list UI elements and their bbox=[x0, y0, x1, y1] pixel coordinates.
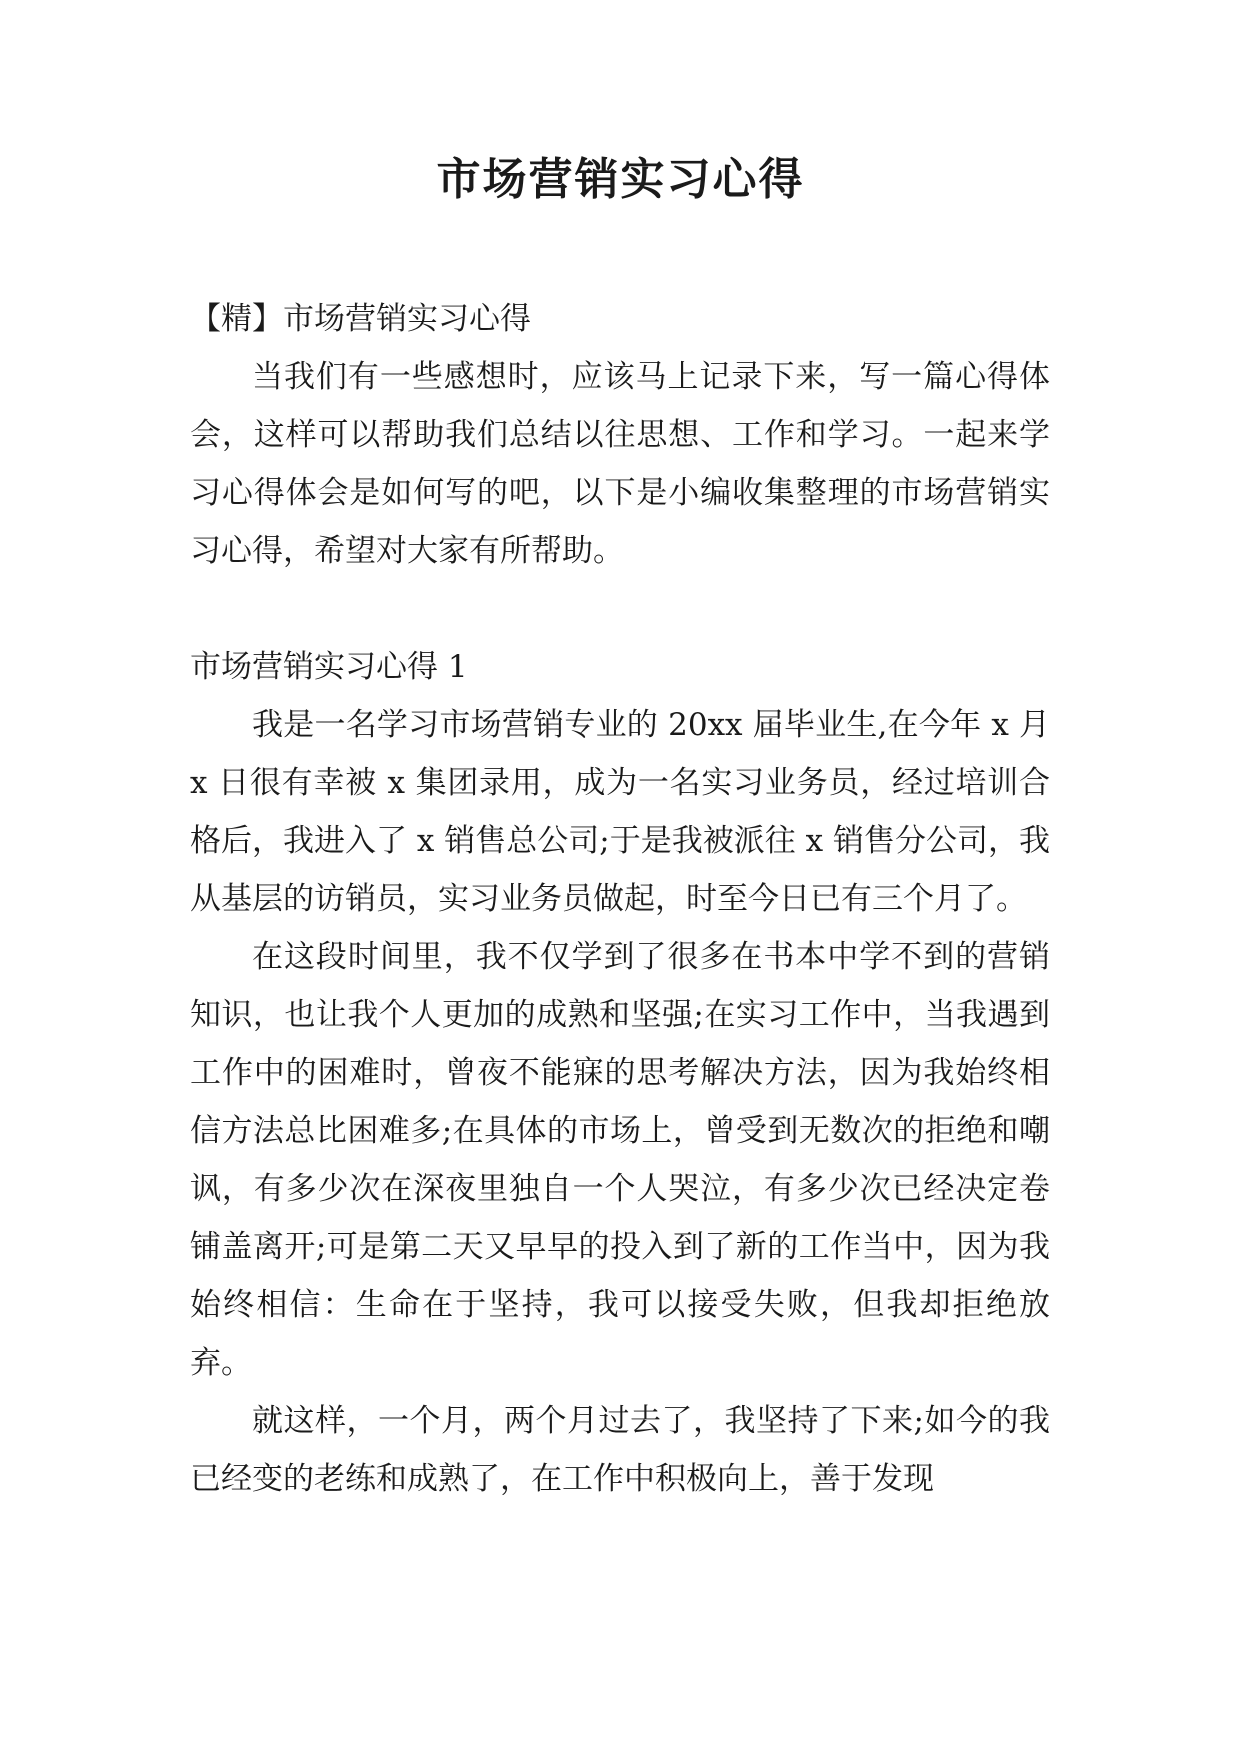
intro-paragraph: 当我们有一些感想时，应该马上记录下来，写一篇心得体会，这样可以帮助我们总结以往思想、工作和学习。一起来学习心得体会是如何写的吧，以下是小编收集整理的市场营销实习心得，希望对大家有所帮助。 bbox=[190, 359, 1050, 569]
section-spacer bbox=[190, 580, 1050, 638]
document-body bbox=[190, 290, 1050, 1508]
section-heading: 市场营销实习心得 1 bbox=[190, 649, 468, 685]
body-paragraph-2: 在这段时间里，我不仅学到了很多在书本中学不到的营销知识，也让我个人更加的成熟和坚强;在实习工作中，当我遇到工作中的困难时，曾夜不能寐的思考解决方法，因为我始终相信方法总比困难多;在具体的市场上，曾受到无数次的拒绝和嘲讽，有多少次在深夜里独自一个人哭泣，有多少次已经决定卷铺盖离开;可是第二天又早早的投入到了新的工作当中，因为我始终相信：生命在于坚持，我可以接受失败，但我却拒绝放弃。 bbox=[190, 939, 1050, 1381]
body-paragraph-3: 就这样，一个月，两个月过去了，我坚持了下来;如今的我已经变的老练和成熟了，在工作中积极向上，善于发现 bbox=[190, 1403, 1050, 1497]
body-paragraph-1: 我是一名学习市场营销专业的 20xx 届毕业生,在今年 x 月 x 日很有幸被 x 集团录用，成为一名实习业务员，经过培训合格后，我进入了 x 销售总公司;于是我被派往 x 销售分公司，我从基层的访销员，实习业务员做起，时至今日已有三个月了。 bbox=[190, 707, 1050, 917]
document-title: 市场营销实习心得 bbox=[436, 154, 805, 205]
document-subtitle: 【精】市场营销实习心得 bbox=[190, 301, 531, 337]
